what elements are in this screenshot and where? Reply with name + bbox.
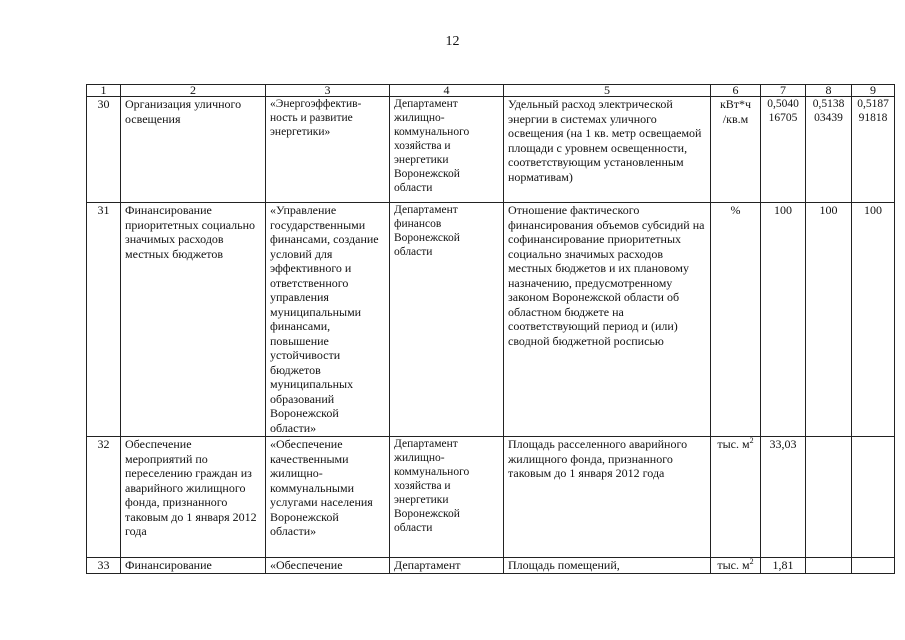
unit-text: тыс. м <box>717 437 750 451</box>
row-number: 33 <box>87 558 121 574</box>
value-col8 <box>806 437 852 558</box>
program-name: «Энергоэффектив- ность и развитие энергетики» <box>266 97 390 203</box>
value-col7: 1,81 <box>761 558 806 574</box>
header-cell: 3 <box>266 85 390 97</box>
header-cell: 8 <box>806 85 852 97</box>
indicator-description: Отношение фактического финансирования объемов субсидий на софинансирование приоритетных социально значимых расходов местных бюджетов и их плановому назначению, предусмотренному законом Воронежской области об областном бюджете на соответствующий период и (или) сводной бюджетной росписью <box>504 203 711 437</box>
measure-name: Финансирование <box>121 558 266 574</box>
responsible-department: Департамент <box>390 558 504 574</box>
value-col8 <box>806 558 852 574</box>
header-cell: 6 <box>711 85 761 97</box>
table-header-row <box>87 85 895 97</box>
value-col9 <box>852 437 895 558</box>
indicator-description: Площадь помещений, <box>504 558 711 574</box>
program-name: «Управление государственными финансами, создание условий для эффективного и ответственного управления муниципальными финансами, повышение устойчивости бюджетов муниципальных образований Воронежской области» <box>266 203 390 437</box>
unit: % <box>711 203 761 437</box>
program-name: «Обеспечение качественными жилищно-коммунальными услугами населения Воронежской области» <box>266 437 390 558</box>
value-col9: 0,5187 91818 <box>852 97 895 203</box>
unit-superscript: 2 <box>749 436 754 445</box>
value-col7: 33,03 <box>761 437 806 558</box>
header-cell: 2 <box>121 85 266 97</box>
header-cell: 1 <box>87 85 121 97</box>
program-name: «Обеспечение <box>266 558 390 574</box>
table-row <box>87 203 895 437</box>
value-col7: 100 <box>761 203 806 437</box>
unit-text: тыс. м <box>717 558 750 572</box>
responsible-department: Департамент жилищно- коммунального хозяйства и энергетики Воронежской области <box>390 97 504 203</box>
measure-name: Финансирование приоритетных социально значимых расходов местных бюджетов <box>121 203 266 437</box>
row-number: 31 <box>87 203 121 437</box>
header-cell: 7 <box>761 85 806 97</box>
value-col8: 0,5138 03439 <box>806 97 852 203</box>
value-col9: 100 <box>852 203 895 437</box>
header-cell: 4 <box>390 85 504 97</box>
page-number: 12 <box>445 34 460 49</box>
header-cell: 9 <box>852 85 895 97</box>
unit-superscript: 2 <box>749 557 754 566</box>
responsible-department: Департамент финансов Воронежской области <box>390 203 504 437</box>
measure-name: Обеспечение мероприятий по переселению граждан из аварийного жилищного фонда, признанного таковым до 1 января 2012 года <box>121 437 266 558</box>
row-number: 30 <box>87 97 121 203</box>
measure-name: Организация уличного освещения <box>121 97 266 203</box>
value-col8: 100 <box>806 203 852 437</box>
unit: кВт*ч /кв.м <box>711 97 761 203</box>
indicator-description: Площадь расселенного аварийного жилищного фонда, признанного таковым до 1 января 2012 года <box>504 437 711 558</box>
table-row <box>87 437 895 558</box>
unit <box>711 558 761 574</box>
responsible-department: Департамент жилищно- коммунального хозяйства и энергетики Воронежской области <box>390 437 504 558</box>
header-cell: 5 <box>504 85 711 97</box>
value-col7: 0,5040 16705 <box>761 97 806 203</box>
row-number: 32 <box>87 437 121 558</box>
data-table <box>86 84 895 574</box>
table-row <box>87 97 895 203</box>
table-row <box>87 558 895 574</box>
indicator-description: Удельный расход электрической энергии в системах уличного освещения (на 1 кв. метр освещаемой площади с уровнем освещенности, соответствующим установленным нормативам) <box>504 97 711 203</box>
unit <box>711 437 761 558</box>
value-col9 <box>852 558 895 574</box>
